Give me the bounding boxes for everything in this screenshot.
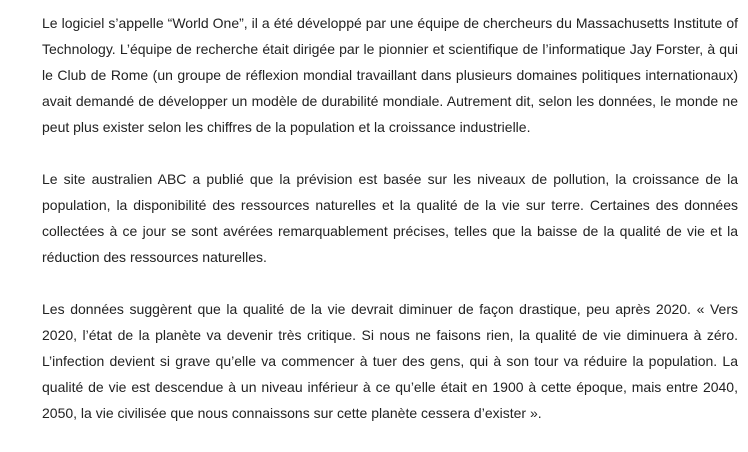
article-paragraph-1: Le logiciel s’appelle “World One”, il a été développé par une équipe de chercheurs du Massachusetts Institute of Technology. L’équipe de recherche était dirigée par le pionnier et scientifique de l’informatique Jay Forster, à qui le Club de Rome (un groupe de réflexion mondial travaillant dans plusieurs domaines politiques internationaux) avait demandé de développer un modèle de durabilité mondiale. Autrement dit, selon les données, le monde ne peut plus exister selon les chiffres de la population et la croissance industrielle. [42, 15, 738, 135]
article-paragraph-3: Les données suggèrent que la qualité de la vie devrait diminuer de façon drastique, peu après 2020. « Vers 2020, l’état de la planète va devenir très critique. Si nous ne faisons rien, la qualité de vie diminuera à zéro. L’infection devient si grave qu’elle va commencer à tuer des gens, qui à son tour va réduire la population. La qualité de vie est descendue à un niveau inférieur à ce qu’elle était en 1900 à cette époque, mais entre 2040, 2050, la vie civilisée que nous connaissons sur cette planète cessera d’exister ». [42, 301, 738, 421]
article-body [42, 10, 738, 426]
article-paragraph-2: Le site australien ABC a publié que la prévision est basée sur les niveaux de pollution, la croissance de la population, la disponibilité des ressources naturelles et la qualité de la vie sur terre. Certaines des données collectées à ce jour se sont avérées remarquablement précises, telles que la baisse de la qualité de vie et la réduction des ressources naturelles. [42, 171, 738, 265]
